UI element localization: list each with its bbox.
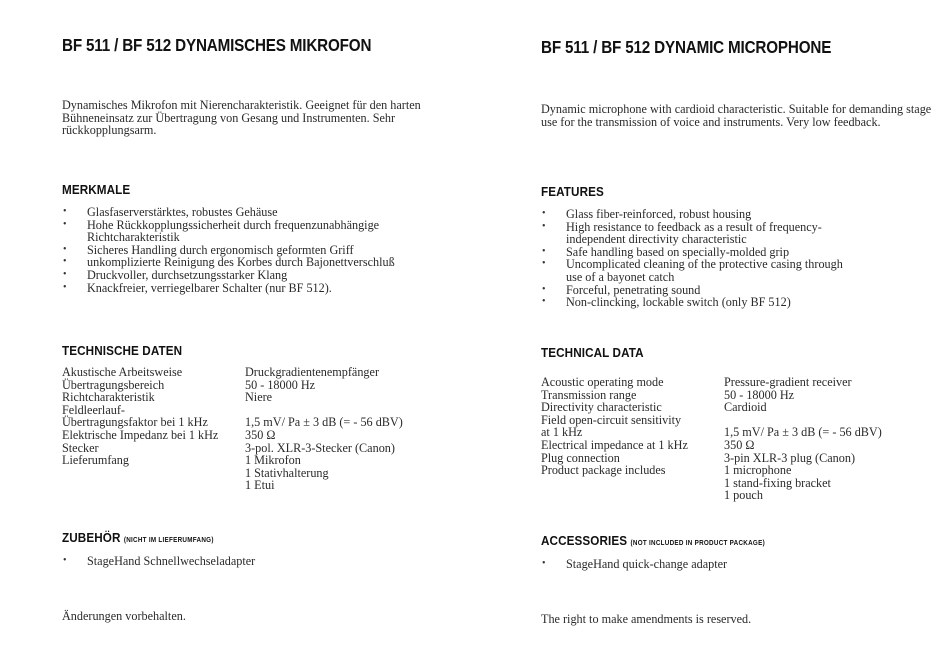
spec-label: Stecker <box>62 440 99 455</box>
specs-table-english <box>541 376 882 502</box>
spec-value: 3-pol. XLR-3-Stecker (Canon) <box>245 440 395 455</box>
spec-value: Druckgradientenempfänger <box>245 365 379 379</box>
spec-label: Übertragungsbereich <box>62 377 165 392</box>
accessory-item: • StageHand Schnellwechseladapter <box>62 555 457 568</box>
accessories-heading-english <box>541 533 765 548</box>
features-heading-german: MERKMALE <box>62 182 131 197</box>
specs-table-german <box>62 366 403 492</box>
spec-value: 350 Ω <box>724 437 755 452</box>
accessories-list-german <box>62 555 457 568</box>
spec-label: Electrical impedance at 1 kHz <box>541 437 688 452</box>
accessories-heading-label: ACCESSORIES <box>541 533 628 548</box>
spec-value: 1 Etui <box>245 478 275 493</box>
spec-row <box>541 477 882 490</box>
feature-item: • unkomplizierte Reinigung des Korbes durch Bajonettverschluß <box>62 256 457 269</box>
spec-label <box>62 467 245 480</box>
spec-value: 350 Ω <box>245 427 276 442</box>
spec-value: Cardioid <box>724 400 767 415</box>
spec-row <box>541 464 882 477</box>
spec-row <box>62 366 403 379</box>
feature-item: • Forceful, penetrating sound <box>541 284 861 297</box>
spec-label: Feldleerlauf- <box>62 402 125 417</box>
spec-label: Elektrische Impedanz bei 1 kHz <box>62 427 219 442</box>
footer-note-german: Änderungen vorbehalten. <box>62 609 186 623</box>
tech-heading-german: TECHNISCHE DATEN <box>62 343 183 358</box>
features-list-english <box>541 208 861 309</box>
spec-value: 50 - 18000 Hz <box>724 387 795 402</box>
spec-label <box>541 477 724 490</box>
english-column <box>541 0 936 656</box>
spec-label <box>62 479 245 492</box>
feature-item: • Sicheres Handling durch ergonomisch geformten Griff <box>62 244 457 257</box>
feature-item: • Non-clincking, lockable switch (only BF 512) <box>541 296 861 309</box>
spec-row <box>62 467 403 480</box>
spec-value: 1 microphone <box>724 463 792 478</box>
spec-label: Product package includes <box>541 463 666 478</box>
feature-item: • Uncomplicated cleaning of the protective casing through use of a bayonet catch <box>541 258 861 283</box>
spec-value: 1 Mikrofon <box>245 453 301 468</box>
intro-text-english: Dynamic microphone with cardioid characteristic. Suitable for demanding stage use for the transmission of voice and instruments. Very low feedback. <box>541 102 932 129</box>
intro-text-german: Dynamisches Mikrofon mit Nierencharakteristik. Geeignet für den harten Bühneneinsatz zur Übertragung von Gesang und Instrumenten. Sehr rückkopplungsarm. <box>62 98 421 138</box>
feature-item: • High resistance to feedback as a result of frequency-independent directivity characteristic <box>541 221 861 246</box>
spec-label: Acoustic operating mode <box>541 375 664 389</box>
spec-row <box>62 454 403 467</box>
features-heading-english: FEATURES <box>541 184 604 199</box>
spec-value: 1,5 mV/ Pa ± 3 dB (= - 56 dBV) <box>724 425 882 440</box>
spec-label <box>541 489 724 502</box>
spec-value: Pressure-gradient receiver <box>724 375 852 389</box>
spec-row <box>541 489 882 502</box>
feature-item: • Druckvoller, durchsetzungsstarker Klang <box>62 269 457 282</box>
spec-label: Directivity characteristic <box>541 400 662 415</box>
spec-label: Field open-circuit sensitivity <box>541 412 682 427</box>
accessory-item: • StageHand quick-change adapter <box>541 558 936 571</box>
german-column <box>62 0 462 656</box>
page-title-german: BF 511 / BF 512 DYNAMISCHES MIKROFON <box>62 35 372 55</box>
spec-label: Lieferumfang <box>62 453 129 468</box>
spec-value: 1 pouch <box>724 488 763 503</box>
feature-item: • Hohe Rückkopplungssicherheit durch frequenzunabhängige Richtcharakteristik <box>62 219 457 244</box>
accessories-heading-label: ZUBEHÖR <box>62 530 121 545</box>
spec-row <box>541 401 882 414</box>
spec-label: Plug connection <box>541 450 620 465</box>
spec-row <box>62 429 403 442</box>
spec-row <box>541 376 882 389</box>
spec-label: Transmission range <box>541 387 637 402</box>
spec-value: 1 Stativhalterung <box>245 465 329 480</box>
spec-row <box>541 439 882 452</box>
spec-value: 3-pin XLR-3 plug (Canon) <box>724 450 855 465</box>
spec-value: 1,5 mV/ Pa ± 3 dB (= - 56 dBV) <box>245 415 403 430</box>
spec-row <box>62 391 403 404</box>
accessories-note: (NICHT IM LIEFERUMFANG) <box>123 537 214 544</box>
accessories-list-english <box>541 558 936 571</box>
spec-label: Richtcharakteristik <box>62 390 155 405</box>
spec-label: at 1 kHz <box>541 425 583 440</box>
spec-label: Übertragungsfaktor bei 1 kHz <box>62 415 208 430</box>
spec-row <box>62 479 403 492</box>
features-list-german <box>62 206 457 294</box>
page-title-english: BF 511 / BF 512 DYNAMIC MICROPHONE <box>541 37 832 57</box>
tech-heading-english: TECHNICAL DATA <box>541 345 644 360</box>
spec-label: Akustische Arbeitsweise <box>62 365 183 379</box>
spec-value: 50 - 18000 Hz <box>245 377 316 392</box>
accessories-heading-german <box>62 530 214 545</box>
spec-value: 1 stand-fixing bracket <box>724 475 831 490</box>
accessories-note: (NOT INCLUDED IN PRODUCT PACKAGE) <box>630 540 765 547</box>
feature-item: • Knackfreier, verriegelbarer Schalter (nur BF 512). <box>62 282 457 295</box>
footer-note-english: The right to make amendments is reserved. <box>541 612 752 626</box>
spec-value: Niere <box>245 390 273 405</box>
feature-item: • Glass fiber-reinforced, robust housing <box>541 208 861 221</box>
feature-item: • Glasfaserverstärktes, robustes Gehäuse <box>62 206 457 219</box>
feature-item: • Safe handling based on specially-molded grip <box>541 246 861 259</box>
